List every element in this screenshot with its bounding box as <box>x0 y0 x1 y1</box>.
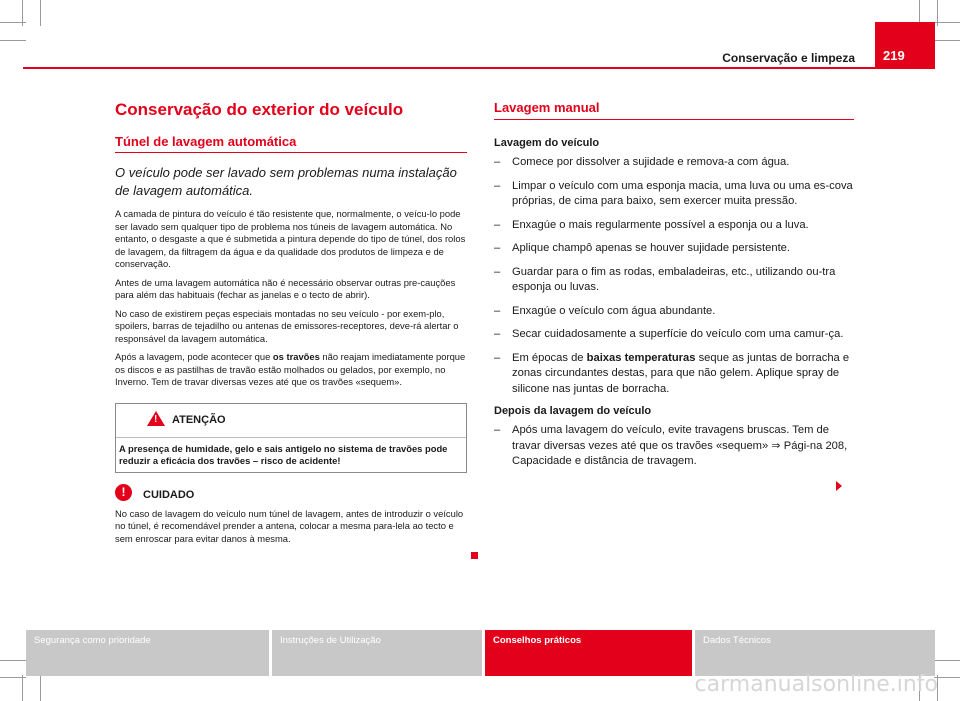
instruction-list <box>494 423 854 470</box>
instruction-list <box>494 155 854 397</box>
list-item: – Enxagúe o mais regularmente possível a esponja ou a luva. <box>494 218 809 231</box>
body-paragraph: A camada de pintura do veículo é tão resistente que, normalmente, o veícu-lo pode ser lavado sem qualquer tipo de problema nos túneis de lavagem automática. No entanto, o desgaste a que é submetida a pintura depende do tipo de túnel, dos rolos de lavagem, da filtragem da água e da qualidade dos produtos de limpeza e de conservação. <box>115 208 466 269</box>
crop-mark <box>0 40 26 41</box>
subsection-title: Túnel de lavagem automática <box>115 134 467 153</box>
right-column <box>494 100 854 478</box>
page-number: 219 <box>883 48 905 63</box>
left-column <box>115 100 467 545</box>
subheading: Depois da lavagem do veículo <box>494 405 652 417</box>
body-paragraph: No caso de existirem peças especiais montadas no seu veículo - por exem-plo, spoilers, barras de tejadilho ou antenas de emissores-receptores, deve-rá alertar o responsável da lavagem automática. <box>115 307 459 344</box>
footer-tab-conselhos[interactable]: Conselhos práticos <box>485 630 692 676</box>
watermark: carmanualsonline.info <box>694 672 938 697</box>
section-title: Lavagem manual <box>494 100 854 120</box>
body-paragraph: Antes de uma lavagem automática não é necessário observar outras pre-cauções para além das habituais (fechar as janelas e o tecto de abrir). <box>115 276 456 300</box>
crop-mark <box>22 675 23 701</box>
footer-tab-dados[interactable]: Dados Técnicos <box>695 630 935 676</box>
page-number-tab <box>875 22 935 67</box>
crop-mark <box>934 40 960 41</box>
list-item: – Comece por dissolver a sujidade e remova-a com água. <box>494 156 790 168</box>
caution-note <box>115 484 467 546</box>
crop-mark <box>0 660 26 661</box>
body-paragraph: Após a lavagem, pode acontecer que os travões não reajam imediatamente porque os discos e as pastilhas de travão estão molhados ou gelados, por exemplo, no Inverno. Tem de travar diversas vezes até que os travões «sequem». <box>115 351 466 387</box>
caution-exclamation-icon: ! <box>115 484 132 501</box>
crop-mark <box>934 660 960 661</box>
crop-mark <box>40 0 41 26</box>
list-item: – Limpar o veículo com uma esponja macia, uma luva ou uma es-cova próprias, de cima para baixo, sem exercer muita pressão. <box>494 179 853 207</box>
footer-nav <box>26 630 935 676</box>
list-item: – Secar cuidadosamente a superfície do veículo com uma camur-ça. <box>494 328 844 340</box>
warning-text: A presença de humidade, gelo e sais antigelo no sistema de travões pode reduzir a eficácia dos travões – risco de acidente! <box>119 442 448 466</box>
crop-mark <box>937 0 938 26</box>
continue-arrow-icon <box>836 481 842 491</box>
warning-triangle-icon: ! <box>147 411 165 426</box>
caution-title: CUIDADO <box>143 488 195 501</box>
list-item: – Guardar para o fim as rodas, embaladeiras, etc., utilizando ou-tra esponja ou luvas. <box>494 265 836 293</box>
warning-title: ATENÇÃO <box>172 413 226 426</box>
subheading: Lavagem do veículo <box>494 137 600 149</box>
footer-tab-seguranca[interactable]: Segurança como prioridade <box>26 630 269 676</box>
warning-box <box>115 403 467 473</box>
footer-tab-instrucoes[interactable]: Instruções de Utilização <box>272 630 482 676</box>
section-end-marker-icon <box>471 552 478 559</box>
caution-text: No caso de lavagem do veículo num túnel de lavagem, antes de introduzir o veículo no túnel, é recomendável prender a antena, colocar a mesma para-lela ao tecto e sem enroscar para evitar danos à mesma. <box>115 507 464 544</box>
page-header-title: Conservação e limpeza <box>722 51 855 65</box>
list-item: – Após uma lavagem do veículo, evite travagens bruscas. Tem de travar diversas vezes até que os travões «sequem» ⇒ Pági-na 208, Capacidade e distância de travagem. <box>494 424 848 467</box>
warning-header <box>116 404 466 438</box>
lead-paragraph: O veículo pode ser lavado sem problemas numa instalação de lavagem automática. <box>115 165 457 198</box>
crop-mark <box>40 675 41 701</box>
list-item: – Enxagúe o veículo com água abundante. <box>494 304 716 317</box>
section-title: Conservação do exterior do veículo <box>115 100 404 119</box>
header-rule <box>23 67 935 69</box>
list-item: – Em épocas de baixas temperaturas seque as juntas de borracha e zonas circundantes destas, para que não gelem. Aplique spray de silicone nas juntas de borracha. <box>494 351 850 395</box>
crop-mark <box>22 0 23 26</box>
list-item: – Aplique champô apenas se houver sujidade persistente. <box>494 242 791 254</box>
